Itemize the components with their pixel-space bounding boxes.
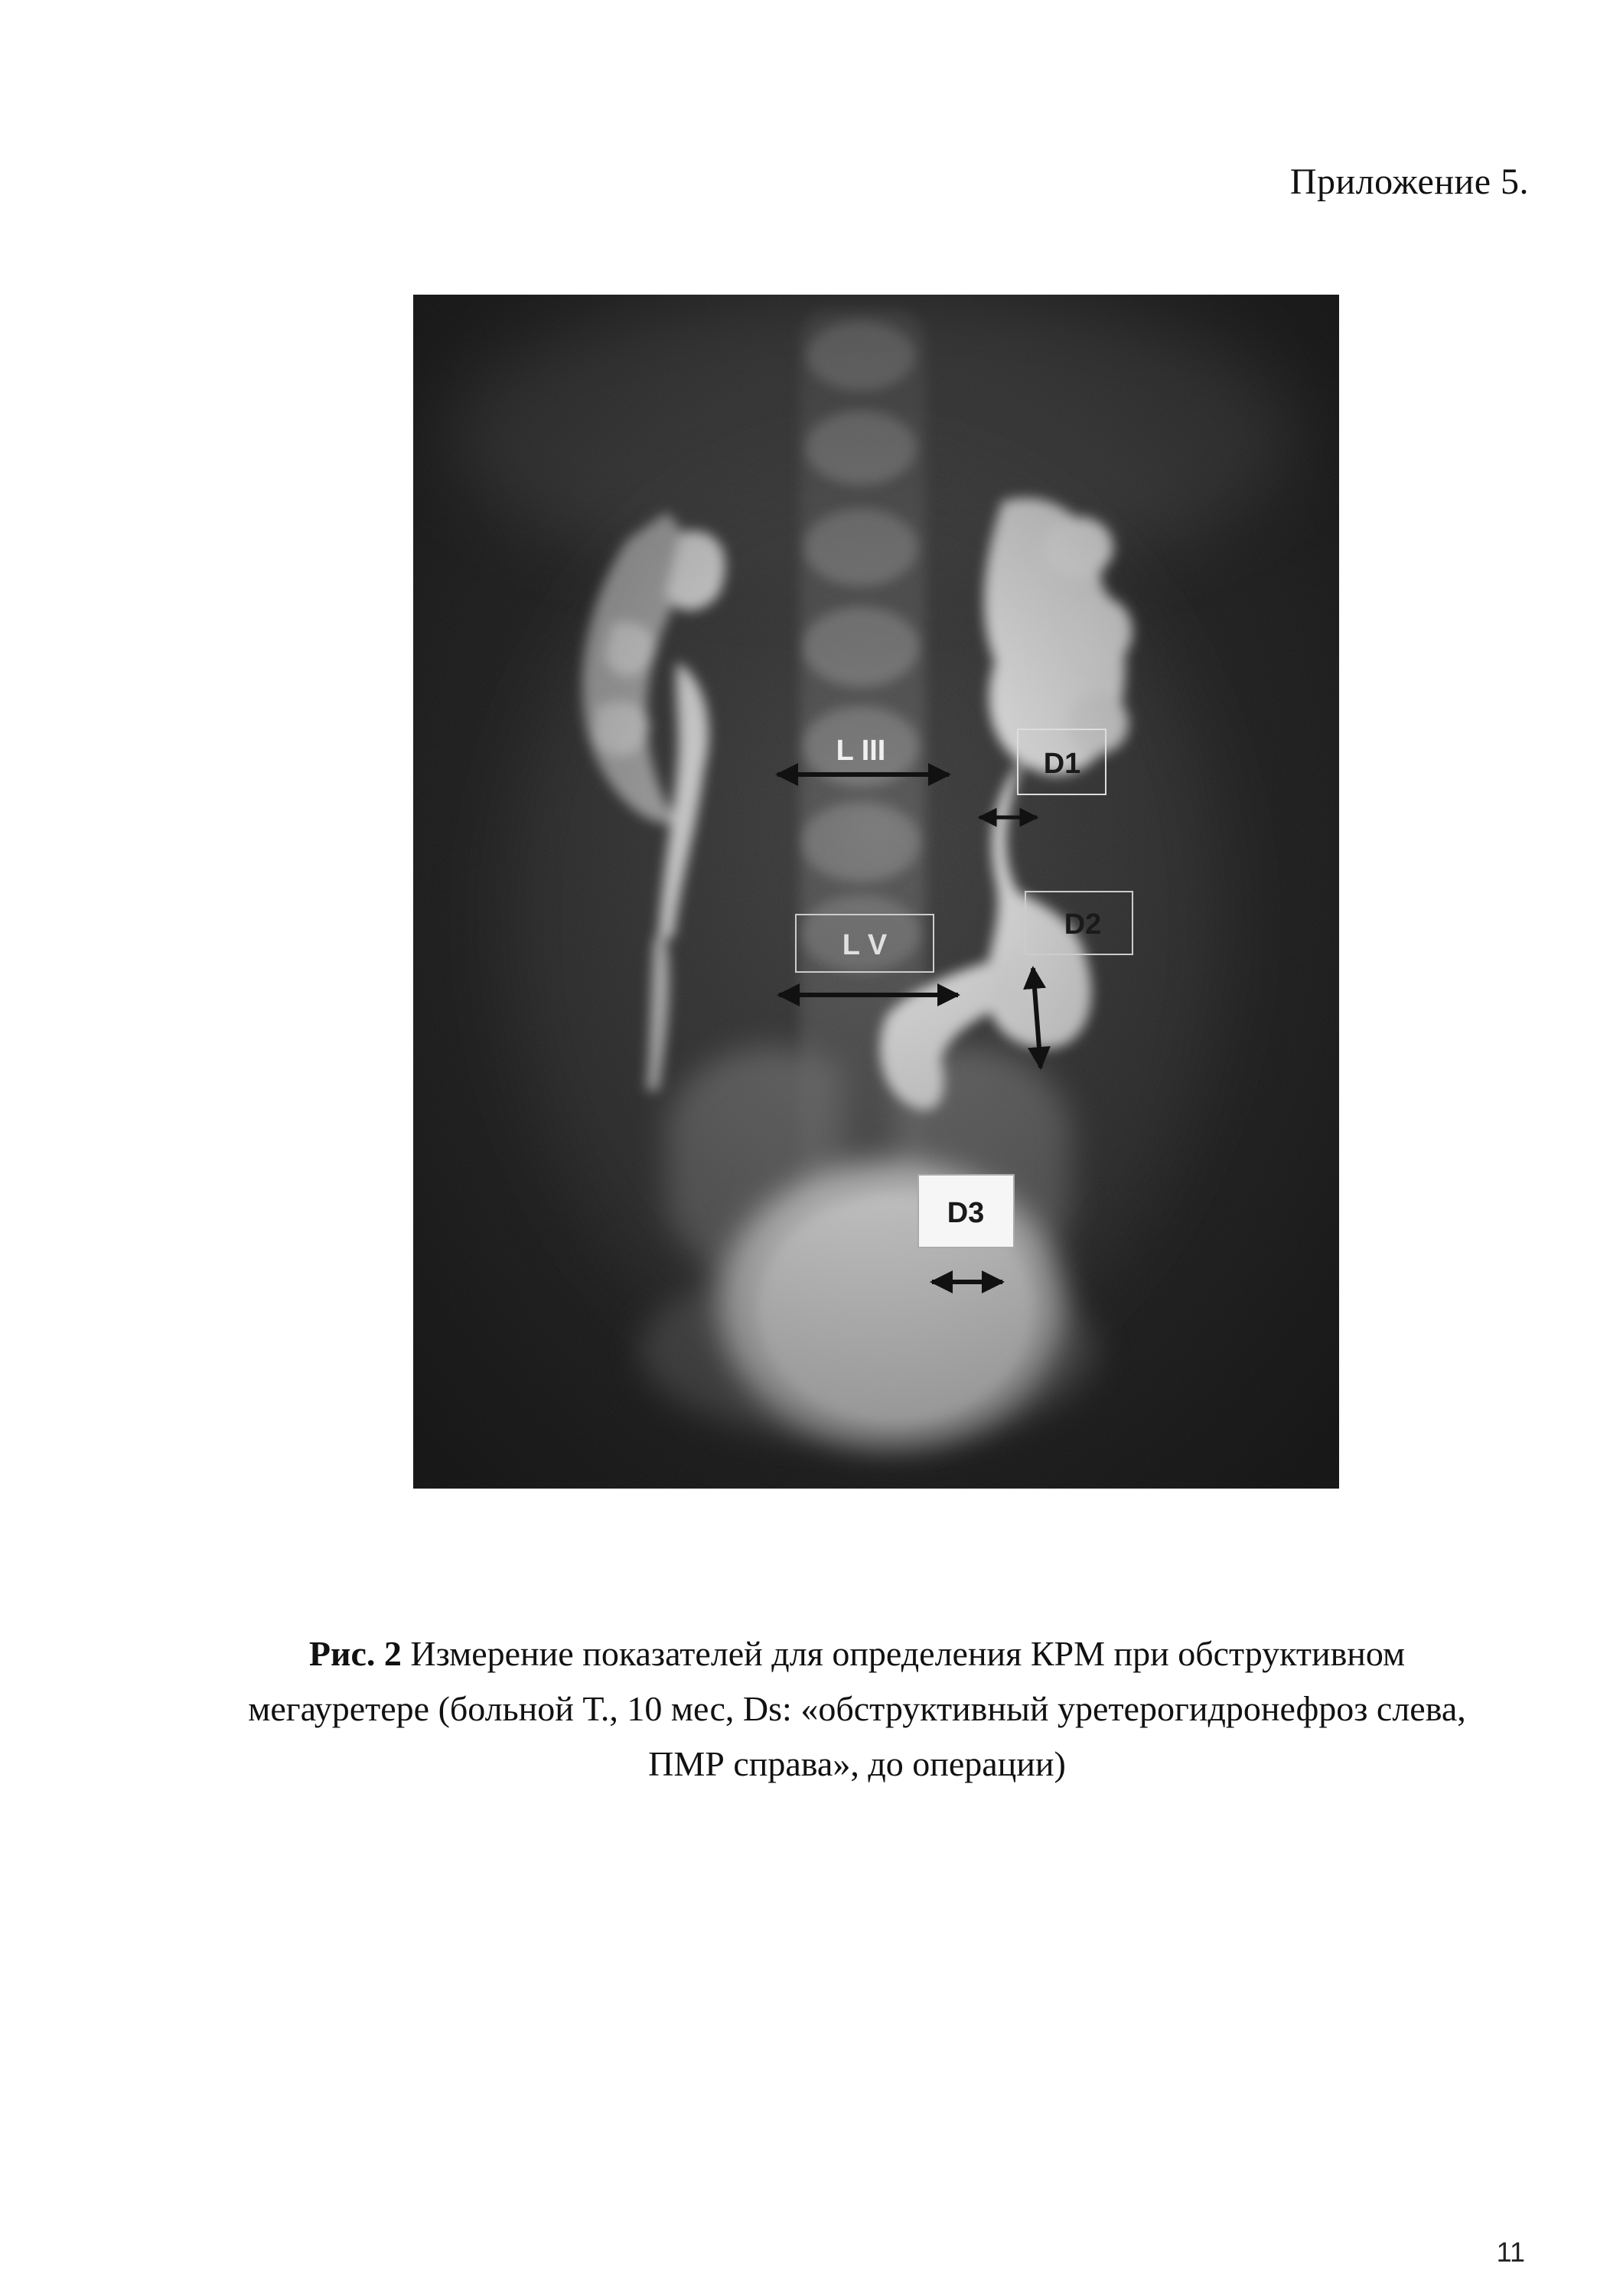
label-l3: L III — [836, 735, 886, 767]
xray-figure — [413, 295, 1339, 1489]
appendix-label: Приложение 5. — [1289, 161, 1529, 202]
figure-caption — [230, 1626, 1484, 1792]
label-d1: D1 — [1043, 748, 1081, 780]
caption-text: Измерение показателей для определения КРМ при обструктивном мегауретере (больной Т., 10 мес, Ds: «обструктивный уретерогидронефроз слева, ПМР справа», до операции) — [248, 1634, 1466, 1783]
label-d3: D3 — [947, 1197, 985, 1229]
label-d2: D2 — [1064, 908, 1102, 941]
xray-image — [413, 295, 1339, 1489]
page-number: 11 — [1496, 2236, 1525, 2268]
label-l5: L V — [842, 929, 888, 961]
figure-number: Рис. 2 — [308, 1634, 402, 1673]
